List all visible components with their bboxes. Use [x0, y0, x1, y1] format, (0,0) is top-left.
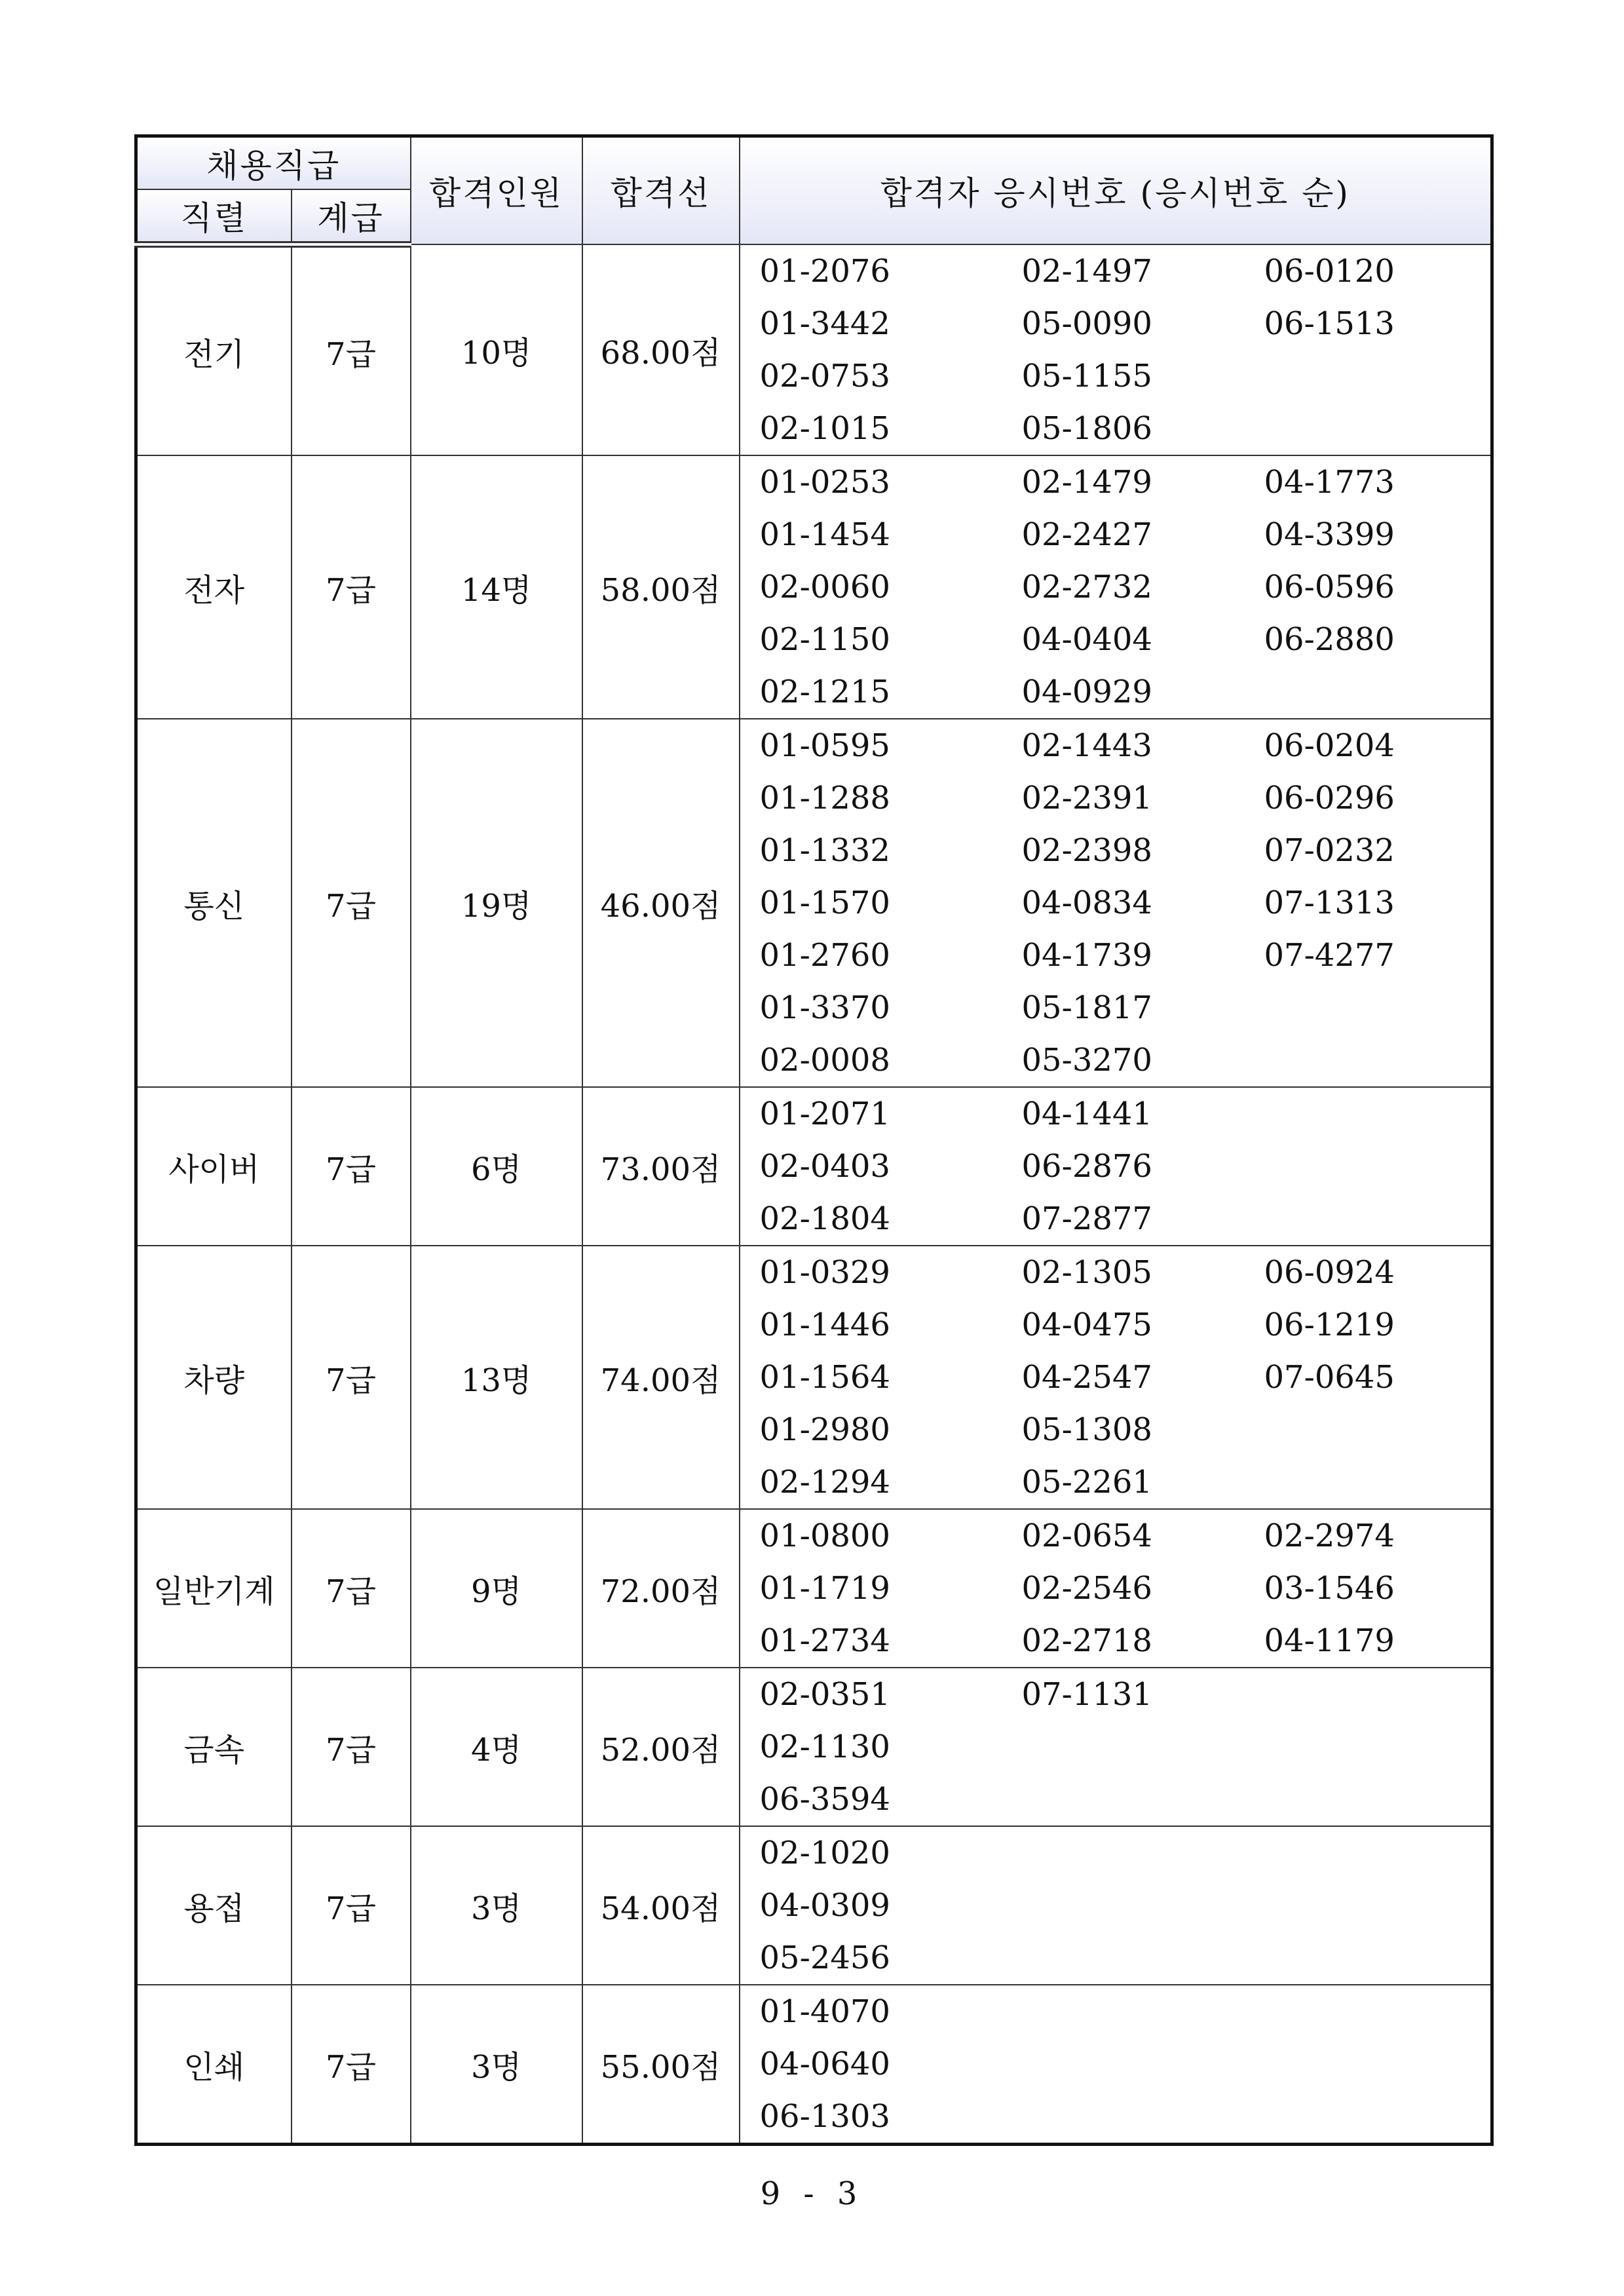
- applicant-number: 04-0404: [1021, 621, 1152, 658]
- applicant-number: 02-2427: [1021, 516, 1152, 553]
- results-body: [136, 244, 1492, 2145]
- applicant-number: [1264, 2038, 1461, 2090]
- applicant-number: [1264, 1088, 1461, 1140]
- applicant-number: 01-1564: [759, 1359, 890, 1396]
- numbers-cell: [740, 1826, 1492, 1985]
- numbers-cell: [740, 244, 1492, 455]
- applicant-number: [1264, 1773, 1461, 1826]
- applicant-number: 02-0008: [759, 1042, 890, 1079]
- applicant-number: 01-2734: [759, 1622, 890, 1659]
- applicant-number: [1264, 1932, 1461, 1984]
- cutoff-cell: 58.00점: [582, 455, 740, 719]
- results-table: [134, 134, 1494, 2146]
- cutoff-cell: 46.00점: [582, 719, 740, 1087]
- numbers-cell: [740, 719, 1492, 1087]
- cutoff-cell: 54.00점: [582, 1826, 740, 1985]
- applicant-number: 07-4277: [1264, 937, 1395, 974]
- applicant-number: 02-1130: [759, 1729, 890, 1765]
- applicant-number: [1264, 666, 1461, 718]
- applicant-number: 01-1446: [759, 1307, 890, 1343]
- applicant-number: 06-0596: [1264, 569, 1395, 605]
- applicant-number: 02-2398: [1021, 832, 1152, 869]
- applicant-number: 06-0120: [1264, 253, 1395, 290]
- applicant-number: 02-1294: [759, 1464, 890, 1501]
- applicant-number: [1264, 350, 1461, 402]
- applicant-number: 01-4070: [759, 1993, 890, 2030]
- applicant-number: 05-0090: [1021, 305, 1152, 342]
- applicant-number: 07-1313: [1264, 885, 1395, 921]
- grade-cell: 7급: [292, 455, 411, 719]
- applicant-number: 05-1817: [1021, 989, 1152, 1026]
- table-row: [136, 1668, 1492, 1826]
- applicant-number: [1022, 2038, 1264, 2090]
- series-cell: 금속: [136, 1668, 292, 1826]
- grade-cell: 7급: [292, 1246, 411, 1509]
- applicant-number: 04-1739: [1021, 937, 1152, 974]
- header-numbers: 합격자 응시번호 (응시번호 순): [740, 136, 1492, 245]
- count-cell: 3명: [411, 1985, 582, 2145]
- series-cell: 일반기계: [136, 1509, 292, 1668]
- cutoff-cell: 55.00점: [582, 1985, 740, 2145]
- applicant-number: 02-1804: [759, 1200, 890, 1237]
- cutoff-cell: 73.00점: [582, 1087, 740, 1246]
- applicant-number: [1264, 1193, 1461, 1245]
- applicant-number: 02-0403: [759, 1148, 890, 1185]
- numbers-cell: [740, 1985, 1492, 2145]
- applicant-number: 02-0060: [759, 569, 890, 605]
- applicant-number: [1264, 1721, 1461, 1773]
- count-cell: 10명: [411, 244, 582, 455]
- header-group: 채용직급: [136, 136, 411, 190]
- applicant-number: 04-1179: [1264, 1622, 1395, 1659]
- applicant-number: [1264, 1034, 1461, 1086]
- applicant-number: 05-1155: [1021, 358, 1152, 394]
- applicant-number: 05-3270: [1021, 1042, 1152, 1079]
- applicant-number: 02-1150: [759, 621, 890, 658]
- cutoff-cell: 72.00점: [582, 1509, 740, 1668]
- series-cell: 전자: [136, 455, 292, 719]
- applicant-number: 06-1513: [1264, 305, 1395, 342]
- table-row: [136, 244, 1492, 455]
- applicant-number: 01-1332: [759, 832, 890, 869]
- applicant-number: 02-2732: [1021, 569, 1152, 605]
- applicant-number: 07-0645: [1264, 1359, 1395, 1396]
- applicant-number: [1022, 1721, 1264, 1773]
- cutoff-cell: 74.00점: [582, 1246, 740, 1509]
- applicant-number: 01-0800: [759, 1518, 890, 1554]
- applicant-number: 03-1546: [1264, 1570, 1395, 1607]
- applicant-number: 02-1215: [759, 674, 890, 710]
- count-cell: 19명: [411, 719, 582, 1087]
- applicant-number: 02-1305: [1021, 1254, 1152, 1291]
- applicant-number: 05-1308: [1021, 1411, 1152, 1448]
- table-row: [136, 719, 1492, 1087]
- table-row: [136, 1246, 1492, 1509]
- applicant-number: 07-0232: [1264, 832, 1395, 869]
- numbers-cell: [740, 1087, 1492, 1246]
- applicant-number: 01-0253: [759, 464, 890, 501]
- applicant-number: 02-2546: [1021, 1570, 1152, 1607]
- cutoff-cell: 52.00점: [582, 1668, 740, 1826]
- grade-cell: 7급: [292, 719, 411, 1087]
- applicant-number: 04-1773: [1264, 464, 1395, 501]
- grade-cell: 7급: [292, 1509, 411, 1668]
- applicant-number: 01-3442: [759, 305, 890, 342]
- applicant-number: 04-0309: [759, 1887, 890, 1924]
- applicant-number: 01-2071: [759, 1096, 890, 1132]
- applicant-number: 01-3370: [759, 989, 890, 1026]
- applicant-number: [1264, 2090, 1461, 2143]
- applicant-number: [1264, 1140, 1461, 1193]
- numbers-cell: [740, 1509, 1492, 1668]
- applicant-number: 04-0929: [1021, 674, 1152, 710]
- applicant-number: 04-2547: [1021, 1359, 1152, 1396]
- applicant-number: 04-1441: [1021, 1096, 1152, 1132]
- applicant-number: 04-0640: [759, 2046, 890, 2082]
- grade-cell: 7급: [292, 1668, 411, 1826]
- applicant-number: 02-0654: [1021, 1518, 1152, 1554]
- applicant-number: 02-2391: [1021, 780, 1152, 816]
- count-cell: 13명: [411, 1246, 582, 1509]
- applicant-number: 05-1806: [1021, 410, 1152, 447]
- series-cell: 용접: [136, 1826, 292, 1985]
- applicant-number: 02-0753: [759, 358, 890, 394]
- count-cell: 4명: [411, 1668, 582, 1826]
- applicant-number: 05-2261: [1021, 1464, 1152, 1501]
- series-cell: 통신: [136, 719, 292, 1087]
- grade-cell: 7급: [292, 1826, 411, 1985]
- applicant-number: [1022, 1932, 1264, 1984]
- applicant-number: [1264, 1827, 1461, 1879]
- applicant-number: 06-2880: [1264, 621, 1395, 658]
- applicant-number: 01-0329: [759, 1254, 890, 1291]
- applicant-number: 06-1303: [759, 2098, 890, 2135]
- applicant-number: 06-3594: [759, 1781, 890, 1818]
- count-cell: 3명: [411, 1826, 582, 1985]
- applicant-number: 06-0924: [1264, 1254, 1395, 1291]
- applicant-number: [1022, 1879, 1264, 1932]
- header-series: 직렬: [136, 189, 292, 244]
- applicant-number: [1264, 402, 1461, 455]
- applicant-number: 01-1454: [759, 516, 890, 553]
- count-cell: 9명: [411, 1509, 582, 1668]
- applicant-number: [1022, 1827, 1264, 1879]
- applicant-number: 04-3399: [1264, 516, 1395, 553]
- series-cell: 차량: [136, 1246, 292, 1509]
- numbers-cell: [740, 1246, 1492, 1509]
- header-count: 합격인원: [411, 136, 582, 245]
- numbers-cell: [740, 1668, 1492, 1826]
- grade-cell: 7급: [292, 1985, 411, 2145]
- applicant-number: 06-0296: [1264, 780, 1395, 816]
- applicant-number: [1022, 2090, 1264, 2143]
- applicant-number: 01-0595: [759, 727, 890, 764]
- applicant-number: [1264, 982, 1461, 1034]
- applicant-number: 02-1497: [1021, 253, 1152, 290]
- applicant-number: 01-2980: [759, 1411, 890, 1448]
- count-cell: 6명: [411, 1087, 582, 1246]
- applicant-number: 01-1288: [759, 780, 890, 816]
- header-cutoff: 합격선: [582, 136, 740, 245]
- applicant-number: 04-0834: [1021, 885, 1152, 921]
- series-cell: 인쇄: [136, 1985, 292, 2145]
- cutoff-cell: 68.00점: [582, 244, 740, 455]
- applicant-number: 06-2876: [1021, 1148, 1152, 1185]
- series-cell: 사이버: [136, 1087, 292, 1246]
- applicant-number: 01-2076: [759, 253, 890, 290]
- table-row: [136, 1087, 1492, 1246]
- applicant-number: 01-1719: [759, 1570, 890, 1607]
- applicant-number: 02-0351: [759, 1676, 890, 1713]
- applicant-number: 07-2877: [1021, 1200, 1152, 1237]
- applicant-number: 04-0475: [1021, 1307, 1152, 1343]
- applicant-number: 06-1219: [1264, 1307, 1395, 1343]
- applicant-number: 05-2456: [759, 1940, 890, 1976]
- applicant-number: 02-1020: [759, 1835, 890, 1871]
- applicant-number: [1022, 1773, 1264, 1826]
- applicant-number: [1264, 1879, 1461, 1932]
- applicant-number: 02-2974: [1264, 1518, 1395, 1554]
- table-row: [136, 455, 1492, 719]
- applicant-number: 06-0204: [1264, 727, 1395, 764]
- applicant-number: 01-1570: [759, 885, 890, 921]
- applicant-number: [1022, 1985, 1264, 2038]
- series-cell: 전기: [136, 244, 292, 455]
- applicant-number: [1264, 1668, 1461, 1721]
- applicant-number: 02-1443: [1021, 727, 1152, 764]
- applicant-number: 02-1015: [759, 410, 890, 447]
- applicant-number: [1264, 1985, 1461, 2038]
- grade-cell: 7급: [292, 244, 411, 455]
- count-cell: 14명: [411, 455, 582, 719]
- applicant-number: [1264, 1404, 1461, 1456]
- numbers-cell: [740, 455, 1492, 719]
- applicant-number: 02-1479: [1021, 464, 1152, 501]
- table-row: [136, 1985, 1492, 2145]
- page-number: 9 - 3: [760, 2175, 864, 2212]
- applicant-number: 07-1131: [1021, 1676, 1152, 1713]
- applicant-number: 01-2760: [759, 937, 890, 974]
- header-grade: 계급: [292, 189, 411, 244]
- table-row: [136, 1826, 1492, 1985]
- applicant-number: [1264, 1456, 1461, 1508]
- table-row: [136, 1509, 1492, 1668]
- applicant-number: 02-2718: [1021, 1622, 1152, 1659]
- grade-cell: 7급: [292, 1087, 411, 1246]
